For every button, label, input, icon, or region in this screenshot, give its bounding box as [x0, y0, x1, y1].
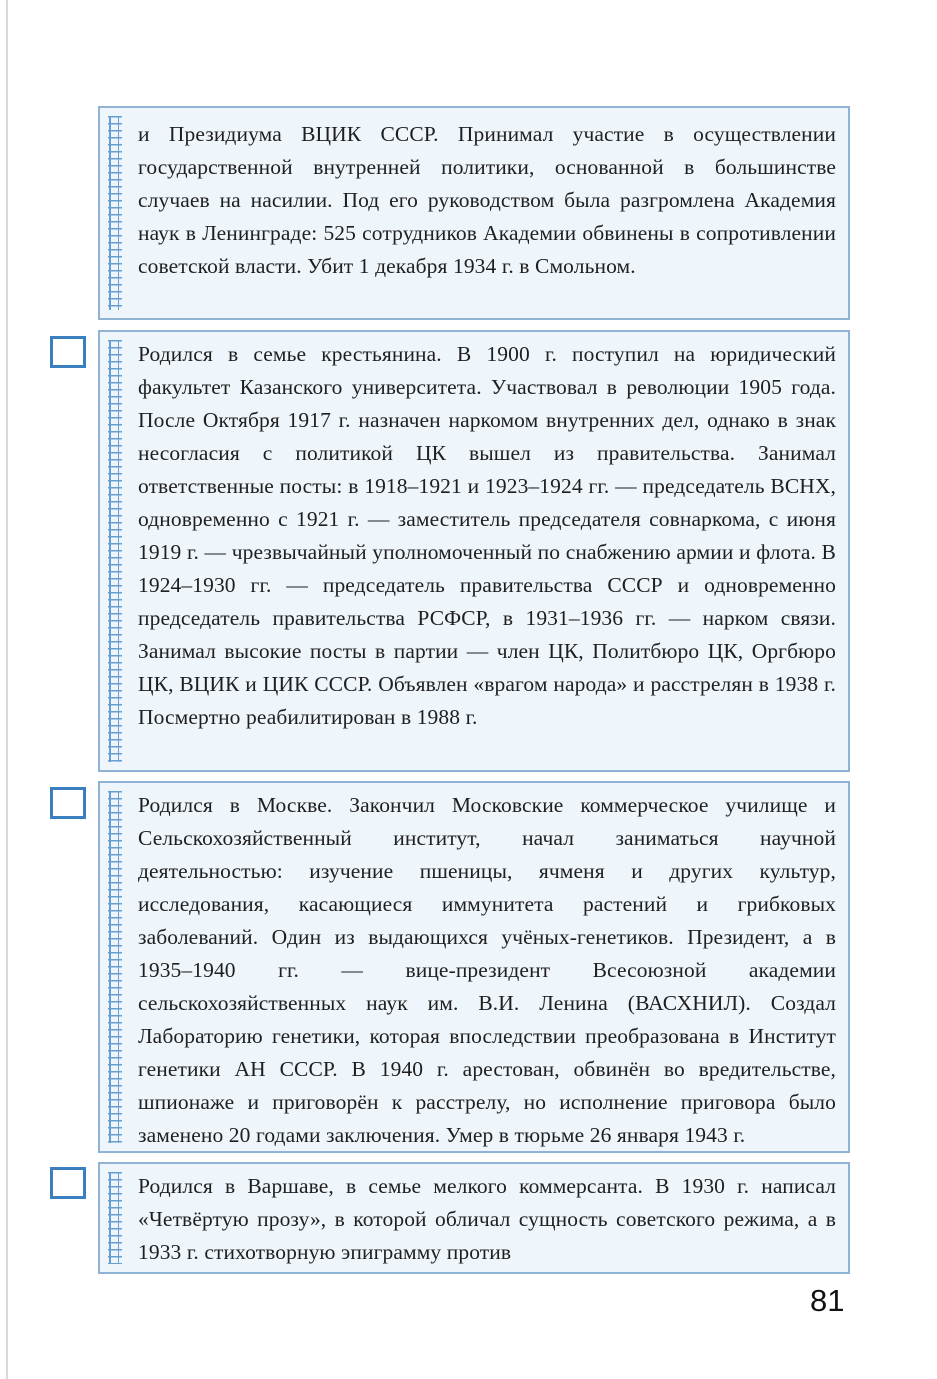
decorative-square-marks [108, 1172, 122, 1264]
answer-checkbox-2[interactable] [50, 336, 86, 368]
answer-checkbox-4[interactable] [50, 1167, 86, 1199]
page-edge-line [6, 0, 8, 1379]
biography-text-1: и Президиума ВЦИК СССР. Принимал участие в осуществлении государственной внутренней политики, основанной в большинстве случаев на насилии. Под его руководством была разгромлена Академия наук в Ленинграде: 525 сотрудников Академии обвинены в сопротивлении советской власти. Убит 1 декабря 1934 г. в Смольном. [138, 122, 836, 278]
page-number: 81 [810, 1283, 845, 1318]
biography-text-3: Родился в Москве. Закончил Московские коммерческое училище и Сельскохозяйственный институт, начал заниматься научной деятельностью: изучение пшеницы, ячменя и других культур, исследования, касающиеся иммунитета растений и грибковых заболеваний. Один из выдающихся учёных-генетиков. Президент, а в 1935–1940 гг. — вице-президент Всесоюзной академии сельскохозяйственных наук им. В.И. Ленина (ВАСХНИЛ). Создал Лабораторию генетики, которая впоследствии преобразована в Институт генетики АН СССР. В 1940 г. арестован, обвинён во вредительстве, шпионаже и приговорён к расстрелу, но исполнение приговора было заменено 20 годами заключения. Умер в тюрьме 26 января 1943 г. [138, 793, 836, 1147]
biography-card-3 [98, 781, 850, 1153]
biography-card-2 [98, 330, 850, 772]
answer-checkbox-3[interactable] [50, 787, 86, 819]
biography-card-1 [98, 106, 850, 320]
decorative-square-marks [108, 791, 122, 1143]
biography-text-4: Родился в Варшаве, в семье мелкого коммерсанта. В 1930 г. написал «Четвёртую прозу», в которой обличал сущность советского режима, а в 1933 г. стихотворную эпиграмму против [138, 1174, 836, 1264]
biography-text-2: Родился в семье крестьянина. В 1900 г. поступил на юридический факультет Казанского университета. Участвовал в революции 1905 года. После Октября 1917 г. назначен наркомом внутренних дел, однако в знак несогласия с политикой ЦК вышел из правительства. Занимал ответственные посты: в 1918–1921 и 1923–1924 гг. — председатель ВСНХ, одновременно с 1921 г. — заместитель председателя совнаркома, с июня 1919 г. — чрезвычайный уполномоченный по снабжению армии и флота. В 1924–1930 гг. — председатель правительства СССР и одновременно председатель правительства РСФСР, в 1931–1936 гг. — нарком связи. Занимал высокие посты в партии — член ЦК, Политбюро ЦК, Оргбюро ЦК, ВЦИК и ЦИК СССР. Объявлен «врагом народа» и расстрелян в 1938 г. Посмертно реабилитирован в 1988 г. [138, 342, 836, 729]
decorative-square-marks [108, 340, 122, 762]
biography-card-4 [98, 1162, 850, 1274]
decorative-square-marks [108, 116, 122, 310]
